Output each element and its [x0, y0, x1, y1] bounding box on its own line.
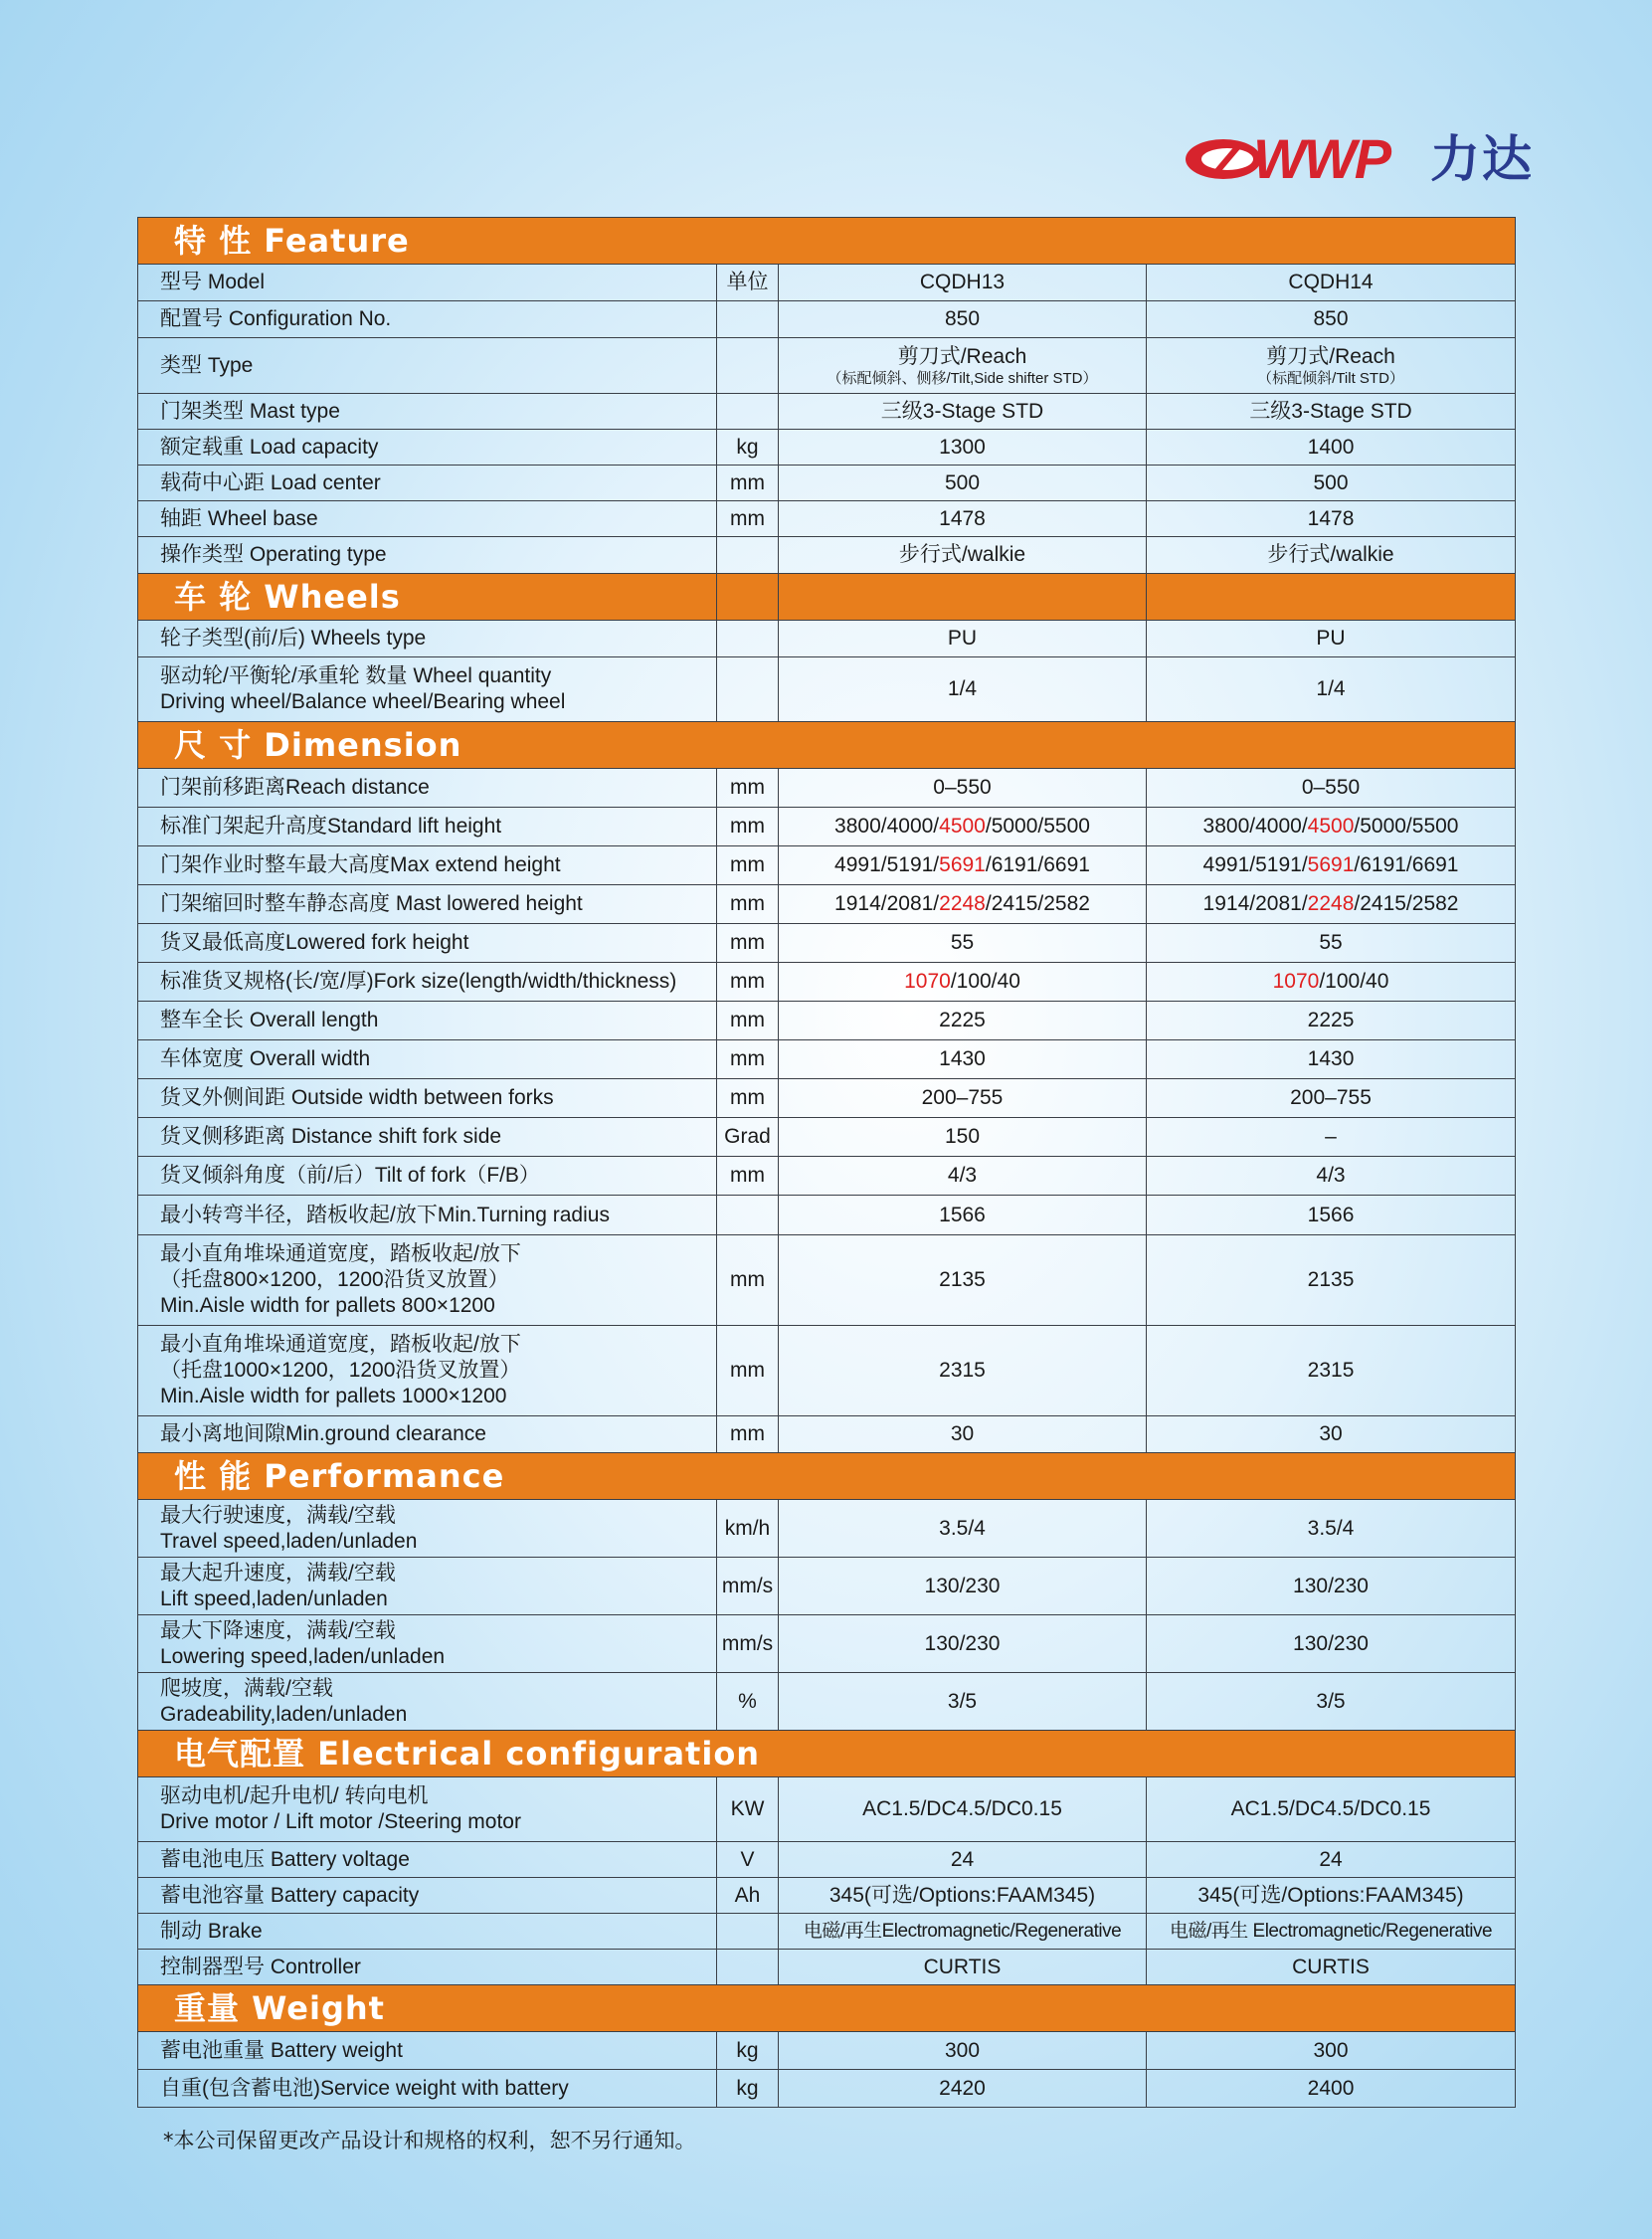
table-row: [138, 808, 1516, 846]
model-1: CQDH13: [779, 265, 1147, 301]
type-main: 剪刀式/Reach: [897, 344, 1027, 368]
value-1: 345(可选/Options:FAAM345): [779, 1878, 1147, 1914]
value-1: 4991/5191/5691/6191/6691: [779, 846, 1147, 885]
row-label: 自重(包含蓄电池)Service weight with battery: [138, 2070, 717, 2108]
value-1: 2135: [779, 1235, 1147, 1326]
type-sub: （标配倾斜、侧移/Tilt,Side shifter STD）: [826, 369, 1098, 387]
table-row: [138, 963, 1516, 1002]
table-row: [138, 1500, 1516, 1558]
value-1: 1300: [779, 430, 1147, 466]
row-unit: mm: [717, 501, 779, 537]
row-unit: Grad: [717, 1118, 779, 1157]
row-unit: [717, 394, 779, 430]
value-2: 3800/4000/4500/5000/5500: [1147, 808, 1516, 846]
table-row: [138, 885, 1516, 924]
value-2: 0–550: [1147, 769, 1516, 808]
table-row: [138, 1914, 1516, 1950]
row-label: 型号 Model: [138, 265, 717, 301]
logo-brand-text: WWP: [1253, 127, 1390, 190]
value-1: PU: [779, 621, 1147, 657]
value-2: 55: [1147, 924, 1516, 963]
table-row: [138, 769, 1516, 808]
row-unit: mm: [717, 1157, 779, 1196]
row-label: 整车全长 Overall length: [138, 1002, 717, 1040]
company-logo: [1184, 129, 1542, 189]
type-main: 剪刀式/Reach: [1266, 344, 1395, 368]
row-unit: [717, 537, 779, 574]
value-2: CURTIS: [1147, 1950, 1516, 1985]
value-2: 1914/2081/2248/2415/2582: [1147, 885, 1516, 924]
row-unit: mm: [717, 1002, 779, 1040]
row-unit: [717, 1950, 779, 1985]
value-1: 0–550: [779, 769, 1147, 808]
table-row: [138, 1326, 1516, 1416]
table-row: [138, 430, 1516, 466]
table-row: [138, 1842, 1516, 1878]
section-header-electrical: 电气配置 Electrical configuration: [138, 1731, 1516, 1777]
table-row: [138, 338, 1516, 394]
value-1: 1566: [779, 1196, 1147, 1235]
value-2: 2315: [1147, 1326, 1516, 1416]
row-unit: V: [717, 1842, 779, 1878]
row-label: 门架缩回时整车静态高度 Mast lowered height: [138, 885, 717, 924]
value-1: 850: [779, 301, 1147, 338]
table-row: [138, 2032, 1516, 2070]
row-unit: km/h: [717, 1500, 779, 1558]
row-label: 配置号 Configuration No.: [138, 301, 717, 338]
value-2: 130/230: [1147, 1558, 1516, 1615]
logo-chinese-text: 力达: [1430, 130, 1534, 188]
row-label: 车体宽度 Overall width: [138, 1040, 717, 1079]
value-1: 三级3-Stage STD: [779, 394, 1147, 430]
model-2: CQDH14: [1147, 265, 1516, 301]
row-label: 货叉侧移距离 Distance shift fork side: [138, 1118, 717, 1157]
row-unit: mm: [717, 466, 779, 501]
row-label: 最大起升速度，满载/空载 Lift speed,laden/unladen: [138, 1558, 717, 1615]
row-label: 类型 Type: [138, 338, 717, 394]
row-unit: mm/s: [717, 1615, 779, 1673]
value-2: 1478: [1147, 501, 1516, 537]
value-1: AC1.5/DC4.5/DC0.15: [779, 1777, 1147, 1842]
value-2: 3.5/4: [1147, 1500, 1516, 1558]
value-1: CURTIS: [779, 1950, 1147, 1985]
row-unit: mm: [717, 924, 779, 963]
row-label: 最小直角堆垛通道宽度，踏板收起/放下 （托盘800×1200，1200沿货叉放置） Min.Aisle width for pallets 800×1200: [138, 1235, 717, 1326]
section-header-weight: 重量 Weight: [138, 1985, 1516, 2032]
table-row: [138, 1157, 1516, 1196]
table-row: [138, 924, 1516, 963]
row-label: 轴距 Wheel base: [138, 501, 717, 537]
table-row: [138, 657, 1516, 722]
value-1: 4/3: [779, 1157, 1147, 1196]
section-header-feature: 特 性 Feature: [138, 218, 1516, 265]
row-label: 最小转弯半径，踏板收起/放下Min.Turning radius: [138, 1196, 717, 1235]
value-1: 2315: [779, 1326, 1147, 1416]
value-2: 4991/5191/5691/6191/6691: [1147, 846, 1516, 885]
section-header-dimension: 尺 寸 Dimension: [138, 722, 1516, 769]
row-label: 轮子类型(前/后) Wheels type: [138, 621, 717, 657]
row-label: 驱动电机/起升电机/ 转向电机 Drive motor / Lift motor /Steering motor: [138, 1777, 717, 1842]
table-row: [138, 1878, 1516, 1914]
row-unit: mm: [717, 1040, 779, 1079]
table-row: [138, 1777, 1516, 1842]
row-label: 货叉外侧间距 Outside width between forks: [138, 1079, 717, 1118]
value-1: 2225: [779, 1002, 1147, 1040]
value-1: 1914/2081/2248/2415/2582: [779, 885, 1147, 924]
value-1: 步行式/walkie: [779, 537, 1147, 574]
value-2: 1566: [1147, 1196, 1516, 1235]
value-1: 200–755: [779, 1079, 1147, 1118]
table-row: [138, 1950, 1516, 1985]
row-label: 蓄电池容量 Battery capacity: [138, 1878, 717, 1914]
row-unit: mm: [717, 885, 779, 924]
value-1: 3/5: [779, 1673, 1147, 1731]
row-unit: [717, 1914, 779, 1950]
row-label: 额定载重 Load capacity: [138, 430, 717, 466]
table-row: [138, 501, 1516, 537]
section-header-wheels: 车 轮 Wheels: [138, 574, 1516, 621]
value-1: 2420: [779, 2070, 1147, 2108]
value-2: 500: [1147, 466, 1516, 501]
value-2: –: [1147, 1118, 1516, 1157]
value-1: 3.5/4: [779, 1500, 1147, 1558]
logo-swoosh-icon: [1184, 135, 1263, 183]
value-1: 1478: [779, 501, 1147, 537]
table-row: [138, 1040, 1516, 1079]
row-label: 制动 Brake: [138, 1914, 717, 1950]
row-unit: [717, 1196, 779, 1235]
table-row: [138, 301, 1516, 338]
table-row: [138, 265, 1516, 301]
row-unit: mm: [717, 1079, 779, 1118]
row-label: 控制器型号 Controller: [138, 1950, 717, 1985]
row-label: 门架类型 Mast type: [138, 394, 717, 430]
table-row: [138, 1079, 1516, 1118]
row-unit: mm: [717, 1416, 779, 1453]
value-1: 1/4: [779, 657, 1147, 722]
value-2: 3/5: [1147, 1673, 1516, 1731]
value-2: 1400: [1147, 430, 1516, 466]
table-row: [138, 1235, 1516, 1326]
row-unit: [717, 621, 779, 657]
table-row: [138, 2070, 1516, 2108]
row-label: 最大行驶速度，满载/空载 Travel speed,laden/unladen: [138, 1500, 717, 1558]
value-1: 130/230: [779, 1558, 1147, 1615]
value-2: PU: [1147, 621, 1516, 657]
value-2: 电磁/再生 Electromagnetic/Regenerative: [1147, 1914, 1516, 1950]
value-2: AC1.5/DC4.5/DC0.15: [1147, 1777, 1516, 1842]
row-unit: mm/s: [717, 1558, 779, 1615]
value-2: 三级3-Stage STD: [1147, 394, 1516, 430]
table-row: [138, 1118, 1516, 1157]
row-unit: mm: [717, 846, 779, 885]
row-label: 门架前移距离Reach distance: [138, 769, 717, 808]
row-label: 货叉最低高度Lowered fork height: [138, 924, 717, 963]
value-2: 步行式/walkie: [1147, 537, 1516, 574]
value-1: 300: [779, 2032, 1147, 2070]
row-label: 标准货叉规格(长/宽/厚)Fork size(length/width/thickness): [138, 963, 717, 1002]
table-row: [138, 1416, 1516, 1453]
value-2: 130/230: [1147, 1615, 1516, 1673]
table-row: [138, 1615, 1516, 1673]
table-row: [138, 1196, 1516, 1235]
value-2: 2400: [1147, 2070, 1516, 2108]
row-unit: %: [717, 1673, 779, 1731]
value-1: 1430: [779, 1040, 1147, 1079]
row-unit: kg: [717, 2070, 779, 2108]
row-unit: [717, 301, 779, 338]
row-unit: [717, 657, 779, 722]
row-unit: KW: [717, 1777, 779, 1842]
value-1: 30: [779, 1416, 1147, 1453]
table-row: [138, 1673, 1516, 1731]
row-label: 标准门架起升高度Standard lift height: [138, 808, 717, 846]
value-1: 55: [779, 924, 1147, 963]
footnote: *本公司保留更改产品设计和规格的权利，恕不另行通知。: [163, 2129, 696, 2152]
table-row: [138, 394, 1516, 430]
row-unit: mm: [717, 1235, 779, 1326]
row-label: 操作类型 Operating type: [138, 537, 717, 574]
row-unit: Ah: [717, 1878, 779, 1914]
value-2: 345(可选/Options:FAAM345): [1147, 1878, 1516, 1914]
value-2: 1430: [1147, 1040, 1516, 1079]
type-sub: （标配倾斜/Tilt STD）: [1257, 369, 1404, 387]
value-2: 1070/100/40: [1147, 963, 1516, 1002]
row-unit: [717, 338, 779, 394]
value-2: 2135: [1147, 1235, 1516, 1326]
row-unit: kg: [717, 2032, 779, 2070]
spec-table: [137, 217, 1516, 2108]
value-2: 300: [1147, 2032, 1516, 2070]
row-label: 门架作业时整车最大高度Max extend height: [138, 846, 717, 885]
value-2: [1147, 338, 1516, 394]
row-unit: kg: [717, 430, 779, 466]
section-header-performance: 性 能 Performance: [138, 1453, 1516, 1500]
value-2: 200–755: [1147, 1079, 1516, 1118]
row-unit: mm: [717, 769, 779, 808]
value-1: 24: [779, 1842, 1147, 1878]
value-1: 电磁/再生Electromagnetic/Regenerative: [779, 1914, 1147, 1950]
value-1: 500: [779, 466, 1147, 501]
value-1: 1070/100/40: [779, 963, 1147, 1002]
table-row: [138, 1558, 1516, 1615]
value-1: 150: [779, 1118, 1147, 1157]
row-label: 爬坡度，满载/空载 Gradeability,laden/unladen: [138, 1673, 717, 1731]
row-label: 最小离地间隙Min.ground clearance: [138, 1416, 717, 1453]
value-2: 30: [1147, 1416, 1516, 1453]
row-label: 货叉倾斜角度（前/后）Tilt of fork（F/B）: [138, 1157, 717, 1196]
row-label: 最小直角堆垛通道宽度，踏板收起/放下 （托盘1000×1200，1200沿货叉放置） Min.Aisle width for pallets 1000×1200: [138, 1326, 717, 1416]
value-2: 850: [1147, 301, 1516, 338]
table-row: [138, 537, 1516, 574]
table-row: [138, 1002, 1516, 1040]
row-unit: mm: [717, 1326, 779, 1416]
value-2: 24: [1147, 1842, 1516, 1878]
row-label: 蓄电池重量 Battery weight: [138, 2032, 717, 2070]
value-1: 3800/4000/4500/5000/5500: [779, 808, 1147, 846]
row-label: 蓄电池电压 Battery voltage: [138, 1842, 717, 1878]
row-label: 驱动轮/平衡轮/承重轮 数量 Wheel quantity Driving wheel/Balance wheel/Bearing wheel: [138, 657, 717, 722]
table-row: [138, 846, 1516, 885]
row-unit: mm: [717, 963, 779, 1002]
row-unit: 单位: [717, 265, 779, 301]
row-unit: mm: [717, 808, 779, 846]
value-2: 2225: [1147, 1002, 1516, 1040]
value-2: 4/3: [1147, 1157, 1516, 1196]
value-1: 130/230: [779, 1615, 1147, 1673]
value-2: 1/4: [1147, 657, 1516, 722]
row-label: 载荷中心距 Load center: [138, 466, 717, 501]
value-1: [779, 338, 1147, 394]
table-row: [138, 621, 1516, 657]
table-row: [138, 466, 1516, 501]
row-label: 最大下降速度，满载/空载 Lowering speed,laden/unladen: [138, 1615, 717, 1673]
